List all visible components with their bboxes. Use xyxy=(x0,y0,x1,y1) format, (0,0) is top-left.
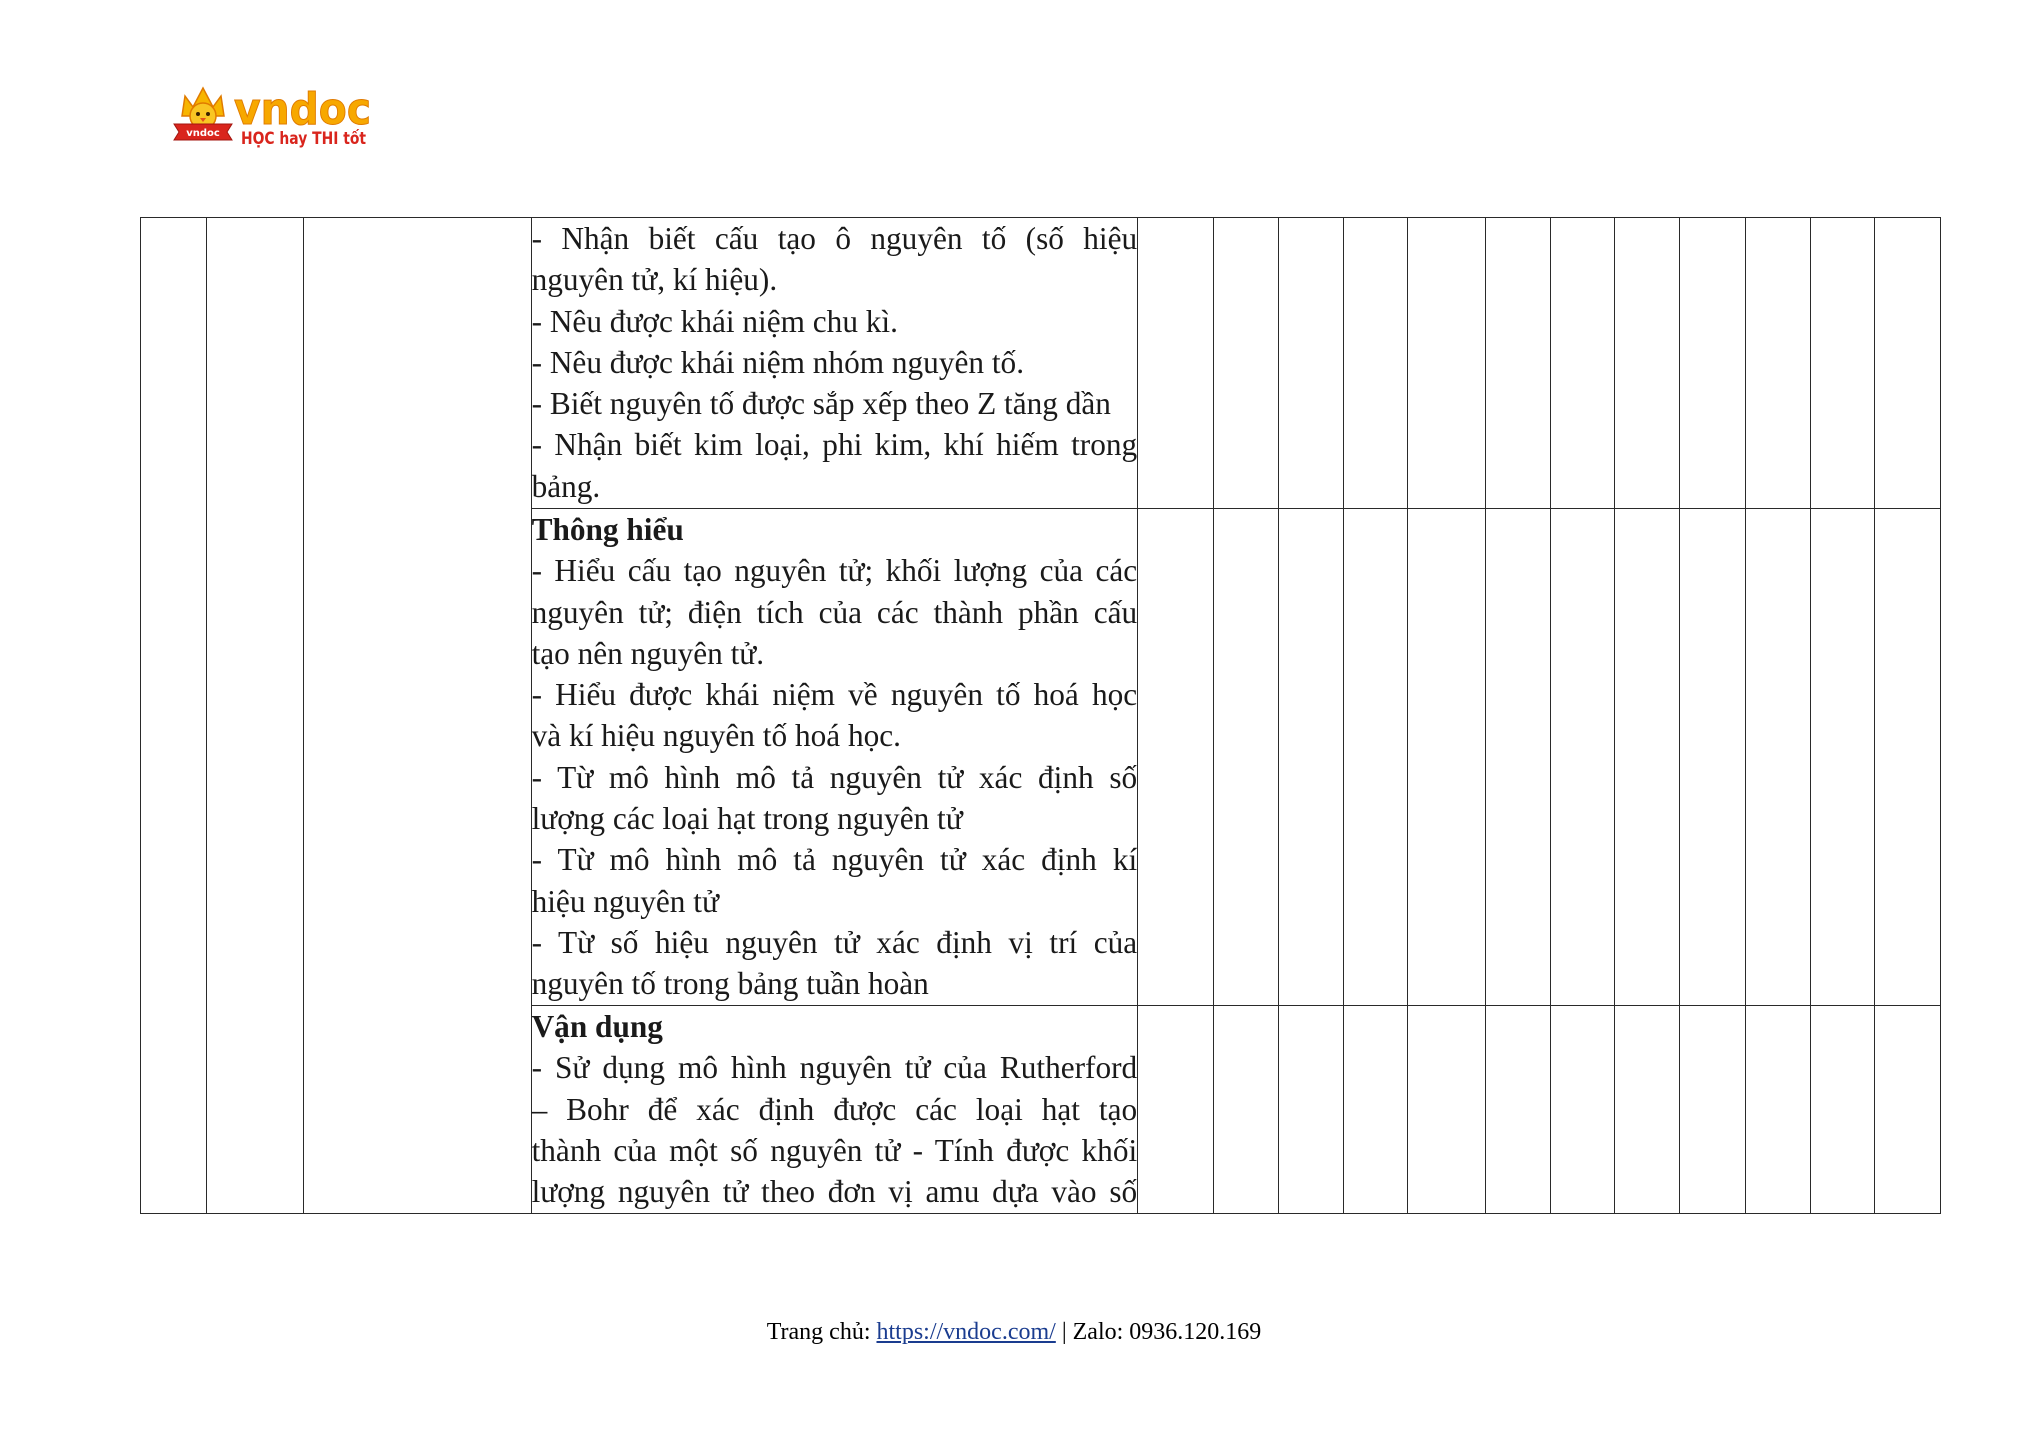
text-line: - Nhận biết kim loại, phi kim, khí hiếm trong xyxy=(531,427,1138,463)
criterion-item xyxy=(532,301,1138,342)
empty-cell xyxy=(1279,218,1344,509)
text-line: lượng các loại hạt trong nguyên tử xyxy=(531,801,963,837)
text-line: nguyên tử, kí hiệu). xyxy=(531,262,778,298)
empty-cell xyxy=(1408,218,1486,509)
empty-cell xyxy=(1746,218,1811,509)
text-line: - Từ mô hình mô tả nguyên tử xác định số xyxy=(531,759,1138,795)
empty-cell xyxy=(206,218,303,1214)
content-cell xyxy=(531,218,1138,509)
criterion-item xyxy=(532,757,1138,840)
criterion-item xyxy=(532,383,1138,424)
content-cell xyxy=(531,1006,1138,1214)
table-row xyxy=(141,218,1941,509)
empty-cell xyxy=(1550,509,1615,1006)
empty-cell xyxy=(1343,218,1408,509)
footer-separator: | xyxy=(1061,1319,1067,1345)
text-line: tạo nên nguyên tử. xyxy=(531,635,765,671)
text-line: – Bohr để xác định được các loại hạt tạo xyxy=(531,1091,1138,1127)
empty-cell xyxy=(1550,1006,1615,1214)
empty-cell xyxy=(1214,218,1279,509)
empty-cell xyxy=(1810,1006,1875,1214)
text-line: - Biết nguyên tố được sắp xếp theo Z tăng dần xyxy=(531,386,1111,422)
empty-cell xyxy=(1343,1006,1408,1214)
criterion-item xyxy=(532,922,1138,1005)
criterion-item xyxy=(532,839,1138,922)
criterion-item xyxy=(532,218,1138,301)
empty-cell xyxy=(1138,1006,1214,1214)
criterion-item xyxy=(532,1047,1138,1212)
text-line: - Nhận biết cấu tạo ô nguyên tố (số hiệu xyxy=(531,221,1138,256)
level-heading: Vận dụng xyxy=(531,1009,663,1044)
text-line: - Nêu được khái niệm nhóm nguyên tố. xyxy=(531,344,1025,380)
empty-cell xyxy=(1615,509,1680,1006)
empty-cell xyxy=(1746,1006,1811,1214)
empty-cell xyxy=(1343,509,1408,1006)
empty-cell xyxy=(1408,1006,1486,1214)
vndoc-logo[interactable] xyxy=(172,84,395,152)
text-line: và kí hiệu nguyên tố hoá học. xyxy=(531,718,901,754)
text-line: nguyên tử; điện tích của các thành phần cấu xyxy=(531,594,1138,630)
text-line: - Từ số hiệu nguyên tử xác định vị trí của xyxy=(531,924,1138,960)
criterion-item xyxy=(532,674,1138,757)
spec-table xyxy=(140,217,1941,1214)
footer-zalo-number: 0936.120.169 xyxy=(1129,1319,1262,1345)
empty-cell xyxy=(1486,1006,1551,1214)
text-line: - Hiểu được khái niệm về nguyên tố hoá học xyxy=(531,677,1138,713)
mascot-icon xyxy=(174,88,232,140)
text-line: - Hiểu cấu tạo nguyên tử; khối lượng của các xyxy=(531,553,1138,589)
empty-cell xyxy=(1486,218,1551,509)
empty-cell xyxy=(1486,509,1551,1006)
level-heading: Thông hiểu xyxy=(531,512,684,547)
empty-cell xyxy=(1875,509,1941,1006)
page-footer xyxy=(0,1316,2028,1348)
empty-cell xyxy=(1615,218,1680,509)
logo-tagline: HỌC hay THI tốt xyxy=(241,129,395,149)
text-line: - Sử dụng mô hình nguyên tử của Rutherford xyxy=(531,1050,1138,1086)
text-line: hiệu nguyên tử xyxy=(531,883,719,919)
empty-cell xyxy=(1279,509,1344,1006)
text-line: bảng. xyxy=(531,468,601,504)
logo-badge-text: vndoc xyxy=(186,128,220,139)
empty-cell xyxy=(1214,509,1279,1006)
text-line: - Từ mô hình mô tả nguyên tử xác định kí xyxy=(531,842,1138,878)
empty-cell xyxy=(1680,1006,1746,1214)
footer-home-label: Trang chủ: xyxy=(766,1319,871,1345)
empty-cell xyxy=(1810,218,1875,509)
criterion-item xyxy=(532,424,1138,507)
empty-cell xyxy=(1279,1006,1344,1214)
criterion-item xyxy=(532,342,1138,383)
empty-cell xyxy=(1680,509,1746,1006)
empty-cell xyxy=(1138,509,1214,1006)
footer-home-link[interactable]: https://vndoc.com/ xyxy=(876,1319,1056,1345)
empty-cell xyxy=(1214,1006,1279,1214)
empty-cell xyxy=(1408,509,1486,1006)
empty-cell xyxy=(1746,509,1811,1006)
logo-wordmark: vndoc xyxy=(234,84,371,135)
text-line: thành của một số nguyên tử - Tính được khối xyxy=(531,1132,1138,1168)
text-line: nguyên tố trong bảng tuần hoàn xyxy=(531,966,929,1002)
empty-cell xyxy=(1875,1006,1941,1214)
footer-zalo-label: Zalo: xyxy=(1072,1319,1124,1345)
empty-cell xyxy=(141,218,207,1214)
empty-cell xyxy=(1810,509,1875,1006)
text-line: lượng nguyên tử theo đơn vị amu dựa vào số xyxy=(531,1174,1138,1210)
criterion-item xyxy=(532,550,1138,674)
empty-cell xyxy=(1875,218,1941,509)
content-cell xyxy=(531,509,1138,1006)
empty-cell xyxy=(1138,218,1214,509)
empty-cell xyxy=(1680,218,1746,509)
empty-cell xyxy=(1615,1006,1680,1214)
empty-cell xyxy=(303,218,531,1214)
text-line: - Nêu được khái niệm chu kì. xyxy=(531,303,898,339)
empty-cell xyxy=(1550,218,1615,509)
